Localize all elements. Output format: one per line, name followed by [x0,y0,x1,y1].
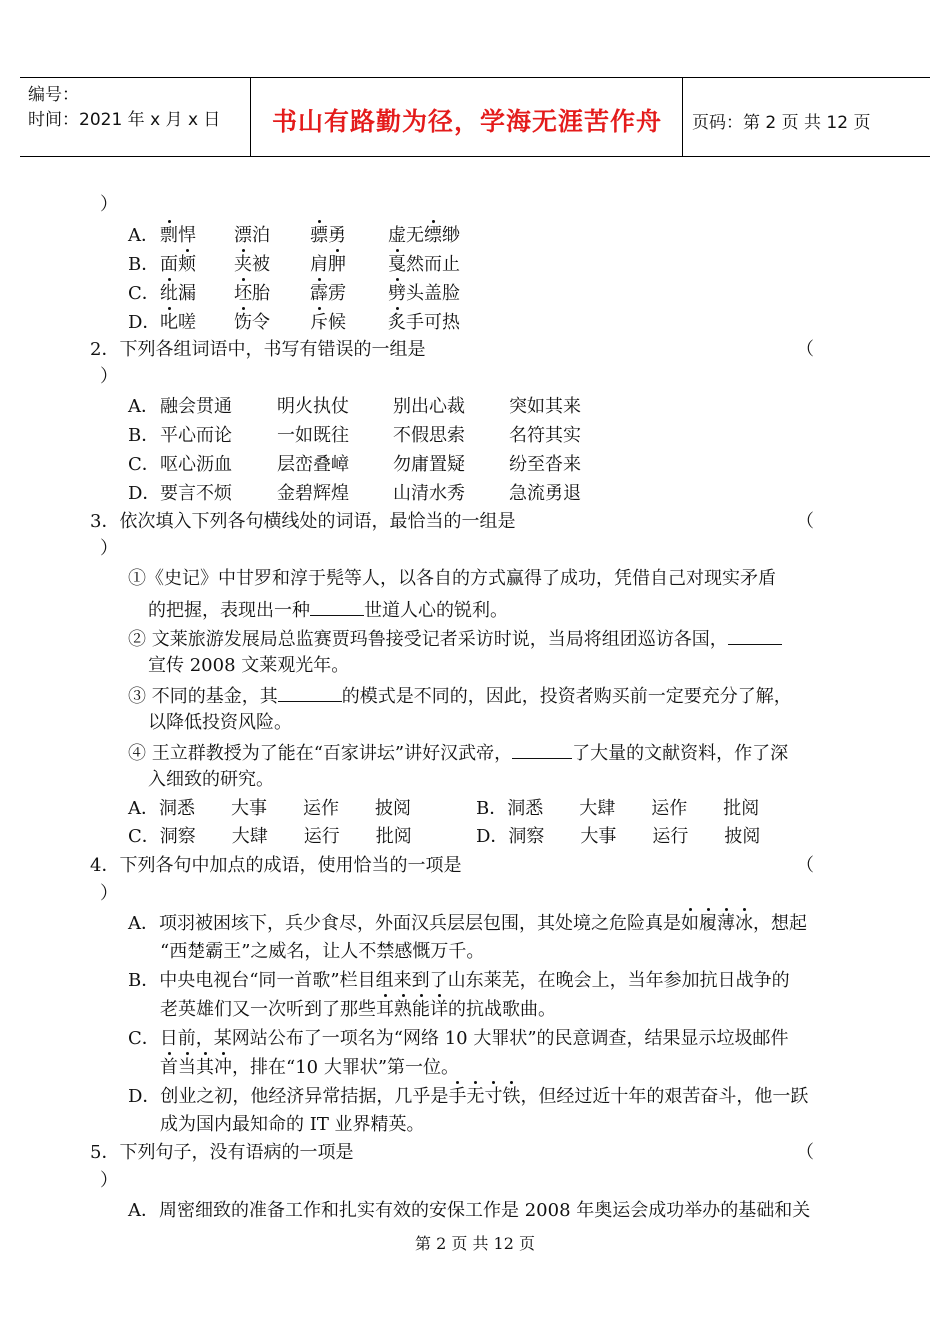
emphasis-dot: 熟 [394,999,412,1020]
emphasis-dot: 当 [178,1057,196,1078]
q5-stem: 5．下列句子，没有语病的一项是 [90,1142,354,1163]
q2-c-word2: 层峦叠嶂 [277,454,349,475]
q4-open-paren: （ [796,855,814,876]
q2-c-word4: 纷至沓来 [509,454,581,475]
header-motto: 书山有路勤为径，学海无涯苦作舟 [271,107,662,136]
q5-close-paren: ） [100,1170,118,1191]
q2-c-word3: 勿庸置疑 [393,454,465,475]
emphasis-dot: 首 [160,1057,178,1078]
q1-d-word4: 炙手可热 [388,312,460,333]
q1-a-letter: A． [128,225,159,246]
text-segment: 世道人心的锐利。 [364,600,508,621]
emphasis-dot: 骠 [310,225,328,246]
header-number-label: 编号： [28,85,79,105]
fill-blank [512,740,572,759]
emphasis-dot: 戛 [388,254,406,275]
q2-a-word1: 融会贯通 [160,396,232,417]
q1-d-word3: 斥候 [310,312,346,333]
q1-b-word3: 肩胛 [310,254,346,275]
text-segment: ，想起 [753,913,807,934]
text-segment: ，排在“10 大罪状”第一位。 [232,1057,460,1078]
q3-option-b: B．洞悉 大肆 运作 批阅 [476,798,760,819]
text-segment: ③ 不同的基金，其 [128,686,278,707]
q2-d-word1: 要言不烦 [160,483,232,504]
q1-a-word4: 虚无缥缈 [388,225,460,246]
fill-blank [310,597,364,616]
q4-option-d-line1 [128,1086,808,1108]
q5-option-a-line1: A．周密细致的准备工作和扎实有效的安保工作是 2008 年奥运会成功举办的基础和关 [128,1200,811,1221]
q3-stem: 3．依次填入下列各句横线处的词语，最恰当的一组是 [90,511,516,532]
q3-option-a: A．洞悉 大事 运作 披阅 [128,798,411,819]
text-segment: 老英雄们又一次听到了那些 [160,999,376,1020]
emphasis-dot: 叱 [160,312,178,333]
q2-a-word3: 别出心裁 [393,396,465,417]
emphasis-dot: 其 [196,1057,214,1078]
emphasis-dot: 详 [430,999,448,1020]
emphasis-dot: 耳 [376,999,394,1020]
q3-sentence3-line1 [128,683,792,708]
q3-sentence3-line2: 以降低投资风险。 [148,712,292,733]
emphasis-dot: 冰 [735,913,753,934]
q1-a-word1: 剽悍 [160,225,196,246]
q2-b-word4: 名符其实 [509,425,581,446]
q1-c-word2: 坯胎 [234,283,270,304]
emphasis-dot: 寸 [484,1086,503,1107]
q2-c-word1: 呕心沥血 [160,454,232,475]
q4-option-b-line2 [160,999,556,1021]
header-meta [28,83,220,133]
q4-option-c-line1: C．日前，某网站公布了一项名为“网络 10 大罪状”的民意调查，结果显示垃圾邮件 [128,1028,789,1049]
q1-c-word4: 劈头盖脸 [388,283,460,304]
q2-a-letter: A． [128,396,159,417]
q5-open-paren: （ [796,1142,814,1163]
q4-close-paren: ） [100,883,118,904]
q2-d-letter: D． [128,483,161,504]
q1-b-word2: 夹被 [234,254,270,275]
emphasis-dot: 无 [466,1086,485,1107]
q2-b-word3: 不假思索 [393,425,465,446]
header-page-info: 页码：第 2 页 共 12 页 [692,113,871,133]
q2-open-paren: （ [796,339,814,360]
q3-sentence1-line2 [148,597,508,622]
q2-stem: 2．下列各组词语中，书写有错误的一组是 [90,339,426,360]
q1-c-word1: 纰漏 [160,283,196,304]
text-segment: 了大量的文献资料，作了深 [572,743,789,764]
emphasis-dot: 胛 [328,254,346,275]
q3-sentence4-line2: 入细致的研究。 [148,769,274,790]
emphasis-dot: 颊 [178,254,196,275]
q3-option-d: D．洞察 大事 运行 披阅 [476,826,761,847]
q2-a-word4: 突如其来 [509,396,581,417]
emphasis-dot: 霹 [310,283,328,304]
q3-sentence1-line1: ①《史记》中甘罗和淳于髡等人，以各自的方式赢得了成功，凭借自己对现实矛盾 [128,568,776,589]
header-divider-right [682,78,683,156]
q1-b-letter: B． [128,254,160,275]
text-segment: ，但经过近十年的艰苦奋斗，他一跃 [520,1086,809,1107]
emphasis-dot: 夹 [234,254,252,275]
q2-b-word1: 平心而论 [160,425,232,446]
emphasis-dot: 缥 [424,225,442,246]
q2-a-word2: 明火执仗 [277,396,349,417]
q2-close-paren: ） [100,366,118,387]
q1-c-letter: C． [128,283,160,304]
fill-blank [728,626,782,645]
q4-option-b-line1: B．中央电视台“同一首歌”栏目组来到了山东莱芜，在晚会上，当年参加抗日战争的 [128,970,790,991]
q2-d-word3: 山清水秀 [393,483,465,504]
q3-close-paren: ） [100,538,118,559]
q3-sentence4-line1 [128,740,788,765]
emphasis-dot: 手 [448,1086,467,1107]
emphasis-dot: 纰 [160,283,178,304]
q1-d-word2: 饬令 [234,312,270,333]
text-segment: 的抗战歌曲。 [448,999,556,1020]
emphasis-dot: 履 [699,913,717,934]
q1-a-word2: 漂泊 [234,225,270,246]
q1-d-letter: D． [128,312,161,333]
text-segment: 的模式是不同的，因此，投资者购买前一定要充分了解， [341,686,792,707]
emphasis-dot: 剽 [160,225,178,246]
header-divider-left [250,78,251,156]
q4-option-c-line2 [160,1057,459,1079]
page-header [20,77,930,157]
dotted-idiom [376,999,448,1020]
text-segment: A．项羽被困垓下，兵少食尽，外面汉兵层层包围，其处境之危险真是 [128,913,681,934]
text-segment: ④ 王立群教授为了能在“百家讲坛”讲好汉武帝， [128,743,513,764]
q2-c-letter: C． [128,454,160,475]
q1-close-paren: ） [100,194,118,215]
fill-blank [278,683,342,702]
q4-option-d-line2: 成为国内最知命的 IT 业界精英。 [160,1114,425,1135]
text-segment: 的把握，表现出一种 [148,600,310,621]
q2-d-word2: 金碧辉煌 [277,483,349,504]
emphasis-dot: 冲 [214,1057,232,1078]
header-time-label: 时间：2021 年 x 月 x 日 [28,110,221,130]
emphasis-dot: 劈 [388,283,406,304]
q4-stem: 4．下列各句中加点的成语，使用恰当的一项是 [90,855,462,876]
emphasis-dot: 饬 [234,312,252,333]
dotted-idiom [160,1057,232,1078]
emphasis-dot: 坯 [234,283,252,304]
q2-b-letter: B． [128,425,160,446]
emphasis-dot: 炙 [388,312,406,333]
emphasis-dot: 铁 [502,1086,521,1107]
q1-c-word3: 霹雳 [310,283,346,304]
q3-option-c: C．洞察 大肆 运行 批阅 [128,826,412,847]
emphasis-dot: 能 [412,999,430,1020]
q1-a-word3: 骠勇 [310,225,346,246]
page-footer: 第 2 页 共 12 页 [415,1234,535,1253]
q3-sentence2-line1 [128,626,782,651]
emphasis-dot: 如 [681,913,699,934]
emphasis-dot: 斥 [310,312,328,333]
dotted-idiom [681,913,753,934]
q4-option-a-line2: “西楚霸王”之威名，让人不禁感慨万千。 [160,941,485,962]
q1-d-word1: 叱嗟 [160,312,196,333]
q1-b-word1: 面颊 [160,254,196,275]
q1-b-word4: 戛然而止 [388,254,460,275]
q2-d-word4: 急流勇退 [509,483,581,504]
q2-b-word2: 一如既往 [277,425,349,446]
emphasis-dot: 薄 [717,913,735,934]
text-segment: D．创业之初，他经济异常拮据，几乎是 [128,1086,449,1107]
q3-open-paren: （ [796,511,814,532]
text-segment: ② 文莱旅游发展局总监赛贾玛鲁接受记者采访时说，当局将组团巡访各国， [128,629,728,650]
dotted-idiom [448,1086,520,1107]
q3-sentence2-line2: 宣传 2008 文莱观光年。 [148,655,350,676]
q4-option-a-line1 [128,913,807,935]
